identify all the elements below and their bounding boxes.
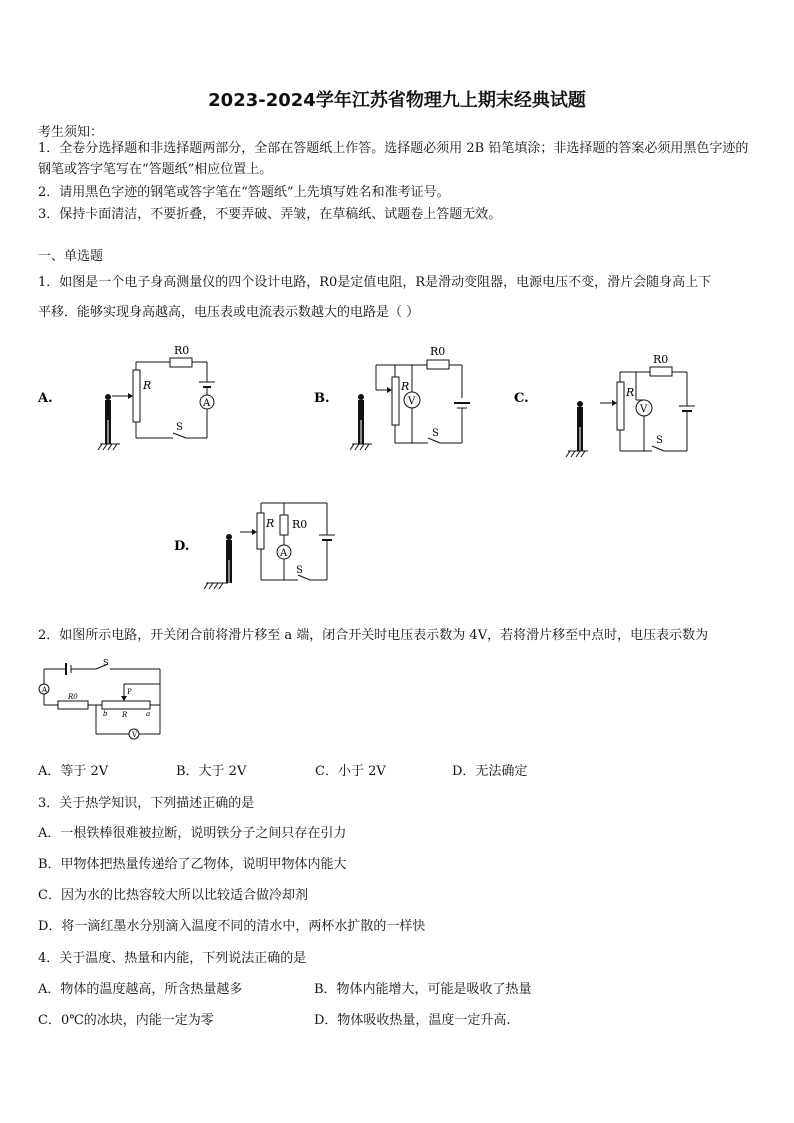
person-icon	[577, 401, 583, 451]
switch-label: S	[432, 428, 439, 439]
q2-r-label: R	[122, 711, 128, 719]
q4-option-b: B．物体内能增大，可能是吸收了热量	[314, 982, 532, 997]
q3-option-c: C．因为水的比热容较大所以比较适合做冷却剂	[38, 888, 308, 903]
q2-option-a: A．等于 2V	[38, 764, 109, 779]
r-label: R	[143, 379, 152, 392]
q2-switch-label: S	[103, 658, 109, 667]
notice-item-2: 2．请用黑色字迹的钢笔或答字笔在“答题纸”上先填写姓名和准考证号。	[38, 185, 450, 200]
q4-option-a: A．物体的温度越高，所含热量越多	[38, 982, 243, 997]
q2-a-end-label: a	[146, 710, 151, 718]
person-icon	[358, 394, 364, 444]
q2-r0-label: R0	[68, 693, 78, 701]
r0-label: R0	[174, 344, 190, 357]
switch-label: S	[296, 565, 303, 576]
switch-label: S	[176, 422, 183, 433]
r-label: R	[401, 380, 410, 393]
q1-option-d-figure	[172, 495, 362, 599]
q2-option-d: D．无法确定	[452, 764, 528, 779]
rheostat-icon	[392, 377, 399, 425]
voltmeter-label: V	[408, 396, 416, 407]
circuit-d-diagram	[172, 495, 362, 595]
notice-heading: 考生须知：	[38, 125, 104, 140]
q1-option-a-figure	[36, 340, 226, 459]
resistor-icon	[650, 367, 672, 376]
option-d-label: D.	[174, 539, 190, 554]
notice-item-1: 1．全卷分选择题和非选择题两部分，全部在答题纸上作答。选择题必须用 2B 铅笔填涂；非选择题的答案必须用黑色字迹的钢笔或答字笔写在“答题纸”相应位置上。	[38, 141, 749, 177]
q2-ammeter-label: A	[42, 686, 48, 694]
r-label: R	[626, 386, 635, 399]
q3-option-d: D．将一滴红墨水分别滴入温度不同的清水中，两杯水扩散的一样快	[38, 919, 426, 934]
q2-voltmeter-label: V	[132, 731, 138, 739]
q4-option-c: C．0℃的冰块，内能一定为零	[38, 1013, 214, 1028]
q2-b-label: b	[103, 710, 108, 718]
resistor-icon	[170, 358, 192, 367]
q1-stem-line1: 1．如图是一个电子身高测量仪的四个设计电路，R0是定值电阻，R是滑动变阻器，电源电压不变，滑片会随身高上下	[38, 275, 712, 290]
q2-stem: 2．如图所示电路，开关闭合前将滑片移至 a 端，闭合开关时电压表示数为 4V，若将滑片移至中点时，电压表示数为	[38, 628, 709, 643]
page-title: 2023-2024学年江苏省物理九上期末经典试题	[208, 90, 586, 111]
q1-option-b-figure	[312, 340, 502, 459]
q3-option-b: B．甲物体把热量传递给了乙物体，说明甲物体内能大	[38, 857, 347, 872]
q2-option-b: B．大于 2V	[176, 764, 247, 779]
resistor-icon	[427, 360, 449, 369]
rheostat-icon	[133, 370, 140, 422]
person-icon	[226, 534, 232, 583]
r0-label: R0	[653, 353, 669, 366]
q1-stem-line2: 平移．能够实现身高越高，电压表或电流表示数越大的电路是（ ）	[38, 305, 420, 320]
rheostat-icon	[257, 513, 264, 549]
notice-item-3: 3．保持卡面清洁，不要折叠，不要弄破、弄皱，在草稿纸、试题卷上答题无效。	[38, 207, 502, 222]
q2-circuit-diagram	[36, 652, 166, 744]
q4-stem: 4．关于温度、热量和内能，下列说法正确的是	[38, 951, 307, 966]
q3-stem: 3．关于热学知识，下列描述正确的是	[38, 796, 255, 811]
option-b-label: B.	[314, 391, 330, 406]
ammeter-label: A	[203, 398, 211, 409]
q2-figure	[36, 652, 166, 748]
option-a-label: A.	[38, 391, 53, 406]
q3-option-a: A．一根铁棒很难被拉断，说明铁分子之间只存在引力	[38, 826, 347, 841]
rheostat-icon	[102, 701, 150, 709]
switch-label: S	[656, 435, 663, 446]
section-heading: 一、单选题	[38, 249, 104, 264]
person-icon	[105, 394, 111, 444]
rheostat-icon	[617, 382, 624, 430]
q2-slider-label: P	[127, 688, 132, 696]
circuit-a-diagram	[36, 340, 226, 455]
q2-option-c: C．小于 2V	[315, 764, 386, 779]
q1-option-c-figure	[512, 340, 712, 464]
r0-label: R0	[430, 345, 446, 358]
voltmeter-label: V	[640, 404, 648, 415]
resistor-icon	[58, 701, 88, 709]
circuit-b-diagram	[312, 340, 502, 455]
q4-option-d: D．物体吸收热量，温度一定升高.	[314, 1013, 511, 1028]
r0-label: R0	[292, 518, 308, 531]
ammeter-label: A	[280, 548, 288, 559]
r-label: R	[266, 517, 275, 530]
resistor-icon	[280, 515, 288, 535]
circuit-c-diagram	[512, 340, 712, 460]
option-c-label: C.	[514, 391, 529, 406]
